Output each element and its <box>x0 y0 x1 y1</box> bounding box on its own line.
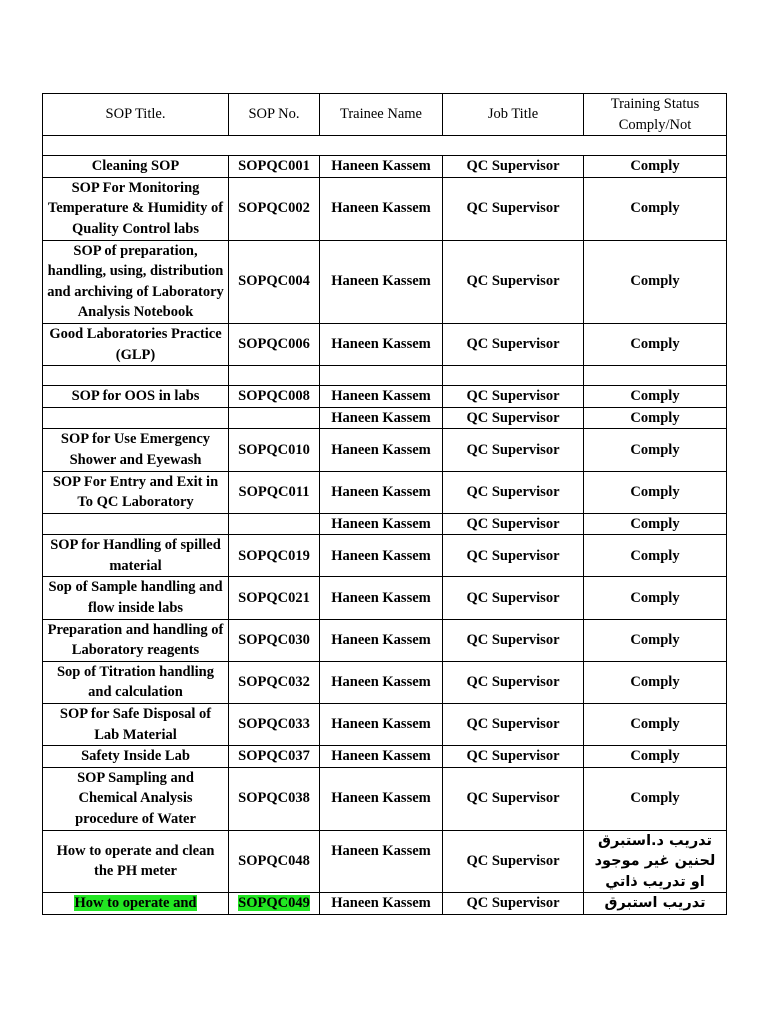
table-row <box>43 429 727 471</box>
table-row <box>43 535 727 577</box>
sop-title-cell: SOP for Use Emergency Shower and Eyewash <box>43 429 229 471</box>
job-title-cell: QC Supervisor <box>443 577 584 619</box>
table-row <box>43 577 727 619</box>
trainee-name-cell: Haneen Kassem <box>320 893 443 915</box>
sop-no-cell: SOPQC037 <box>229 746 320 768</box>
header-trainee-name: Trainee Name <box>320 94 443 136</box>
sop-no-cell: SOPQC030 <box>229 619 320 661</box>
trainee-name-cell: Haneen Kassem <box>320 240 443 323</box>
sop-no-cell: SOPQC006 <box>229 323 320 365</box>
trainee-name-cell: Haneen Kassem <box>320 429 443 471</box>
table-row <box>43 767 727 830</box>
sop-title-cell: How to operate and clean the PH meter <box>43 830 229 893</box>
job-title-cell: QC Supervisor <box>443 156 584 178</box>
status-cell: Comply <box>584 661 727 703</box>
sop-title-cell: SOP for Handling of spilled material <box>43 535 229 577</box>
sop-no-cell: SOPQC011 <box>229 471 320 513</box>
sop-title-cell: Preparation and handling of Laboratory reagents <box>43 619 229 661</box>
table-row <box>43 471 727 513</box>
status-cell: Comply <box>584 177 727 240</box>
sop-title-cell: Good Laboratories Practice (GLP) <box>43 323 229 365</box>
trainee-name-cell: Haneen Kassem <box>320 386 443 408</box>
empty-cell <box>229 366 320 386</box>
job-title-cell: QC Supervisor <box>443 535 584 577</box>
trainee-name-cell: Haneen Kassem <box>320 471 443 513</box>
table-row <box>43 661 727 703</box>
job-title-cell: QC Supervisor <box>443 323 584 365</box>
spacer-row <box>43 136 727 156</box>
spacer-row <box>43 366 727 386</box>
status-cell: Comply <box>584 767 727 830</box>
status-cell: Comply <box>584 746 727 768</box>
table-row <box>43 177 727 240</box>
status-cell: Comply <box>584 156 727 178</box>
sop-no-cell: SOPQC002 <box>229 177 320 240</box>
sop-no-cell: SOPQC019 <box>229 535 320 577</box>
trainee-name-cell: Haneen Kassem <box>320 513 443 535</box>
job-title-cell: QC Supervisor <box>443 893 584 915</box>
job-title-cell: QC Supervisor <box>443 240 584 323</box>
sop-title-cell: SOP for Safe Disposal of Lab Material <box>43 704 229 746</box>
sop-title-cell <box>43 513 229 535</box>
sop-title-cell <box>43 893 229 915</box>
status-cell: Comply <box>584 407 727 429</box>
trainee-name-cell: Haneen Kassem <box>320 619 443 661</box>
status-cell: Comply <box>584 704 727 746</box>
status-cell: Comply <box>584 471 727 513</box>
table-row <box>43 704 727 746</box>
job-title-cell: QC Supervisor <box>443 429 584 471</box>
header-sop-title: SOP Title. <box>43 94 229 136</box>
status-cell: Comply <box>584 577 727 619</box>
table-row <box>43 240 727 323</box>
job-title-cell: QC Supervisor <box>443 513 584 535</box>
sop-title-cell: SOP For Monitoring Temperature & Humidity of Quality Control labs <box>43 177 229 240</box>
empty-cell <box>320 366 443 386</box>
sop-title-cell: SOP of preparation, handling, using, distribution and archiving of Laboratory Analysis Notebook <box>43 240 229 323</box>
status-cell: Comply <box>584 240 727 323</box>
sop-title-cell: SOP for OOS in labs <box>43 386 229 408</box>
status-cell: Comply <box>584 513 727 535</box>
table-row <box>43 893 727 915</box>
header-training-status: Training Status Comply/Not <box>584 94 727 136</box>
sop-no-cell: SOPQC021 <box>229 577 320 619</box>
sop-no-cell: SOPQC038 <box>229 767 320 830</box>
job-title-cell: QC Supervisor <box>443 830 584 893</box>
sop-no-cell: SOPQC048 <box>229 830 320 893</box>
empty-cell <box>584 366 727 386</box>
trainee-name-cell: Haneen Kassem <box>320 535 443 577</box>
highlighted-sop-title: How to operate and <box>74 895 197 912</box>
trainee-name-cell: Haneen Kassem <box>320 767 443 830</box>
sop-no-cell <box>229 893 320 915</box>
trainee-name-cell: Haneen Kassem <box>320 407 443 429</box>
job-title-cell: QC Supervisor <box>443 471 584 513</box>
highlighted-sop-no: SOPQC049 <box>238 895 310 912</box>
status-cell: Comply <box>584 429 727 471</box>
table-row <box>43 386 727 408</box>
sop-title-cell: SOP Sampling and Chemical Analysis procedure of Water <box>43 767 229 830</box>
empty-cell <box>43 366 229 386</box>
header-sop-no: SOP No. <box>229 94 320 136</box>
sop-no-cell <box>229 513 320 535</box>
sop-no-cell <box>229 407 320 429</box>
status-cell: Comply <box>584 535 727 577</box>
job-title-cell: QC Supervisor <box>443 767 584 830</box>
sop-no-cell: SOPQC001 <box>229 156 320 178</box>
trainee-name-cell: Haneen Kassem <box>320 704 443 746</box>
trainee-name-cell: Haneen Kassem <box>320 661 443 703</box>
table-row <box>43 746 727 768</box>
sop-title-cell <box>43 407 229 429</box>
job-title-cell: QC Supervisor <box>443 746 584 768</box>
sop-no-cell: SOPQC033 <box>229 704 320 746</box>
sop-title-cell: Sop of Titration handling and calculation <box>43 661 229 703</box>
status-cell: Comply <box>584 619 727 661</box>
sop-training-table <box>42 93 727 915</box>
sop-title-cell: Sop of Sample handling and flow inside labs <box>43 577 229 619</box>
table-row <box>43 513 727 535</box>
job-title-cell: QC Supervisor <box>443 177 584 240</box>
header-job-title: Job Title <box>443 94 584 136</box>
sop-no-cell: SOPQC004 <box>229 240 320 323</box>
table-row <box>43 830 727 893</box>
table-row <box>43 407 727 429</box>
sop-title-cell: Safety Inside Lab <box>43 746 229 768</box>
table-row <box>43 156 727 178</box>
job-title-cell: QC Supervisor <box>443 386 584 408</box>
table-row <box>43 323 727 365</box>
trainee-name-cell: Haneen Kassem <box>320 156 443 178</box>
trainee-name-cell: Haneen Kassem <box>320 177 443 240</box>
job-title-cell: QC Supervisor <box>443 619 584 661</box>
trainee-name-cell: Haneen Kassem <box>320 577 443 619</box>
header-row <box>43 94 727 136</box>
trainee-name-cell: Haneen Kassem <box>320 323 443 365</box>
spacer-cell <box>43 136 727 156</box>
status-cell-arabic: تدريب استبرق <box>584 893 727 915</box>
status-cell-arabic: تدريب د.استبرق لحنين غير موجود او تدريب ذاتي <box>584 830 727 893</box>
sop-no-cell: SOPQC008 <box>229 386 320 408</box>
status-cell: Comply <box>584 386 727 408</box>
sop-title-cell: Cleaning SOP <box>43 156 229 178</box>
status-cell: Comply <box>584 323 727 365</box>
job-title-cell: QC Supervisor <box>443 407 584 429</box>
sop-title-cell: SOP For Entry and Exit in To QC Laboratory <box>43 471 229 513</box>
job-title-cell: QC Supervisor <box>443 661 584 703</box>
trainee-name-cell: Haneen Kassem <box>320 746 443 768</box>
sop-no-cell: SOPQC032 <box>229 661 320 703</box>
trainee-name-cell: Haneen Kassem <box>320 830 443 893</box>
job-title-cell: QC Supervisor <box>443 704 584 746</box>
sop-no-cell: SOPQC010 <box>229 429 320 471</box>
table-row <box>43 619 727 661</box>
empty-cell <box>443 366 584 386</box>
